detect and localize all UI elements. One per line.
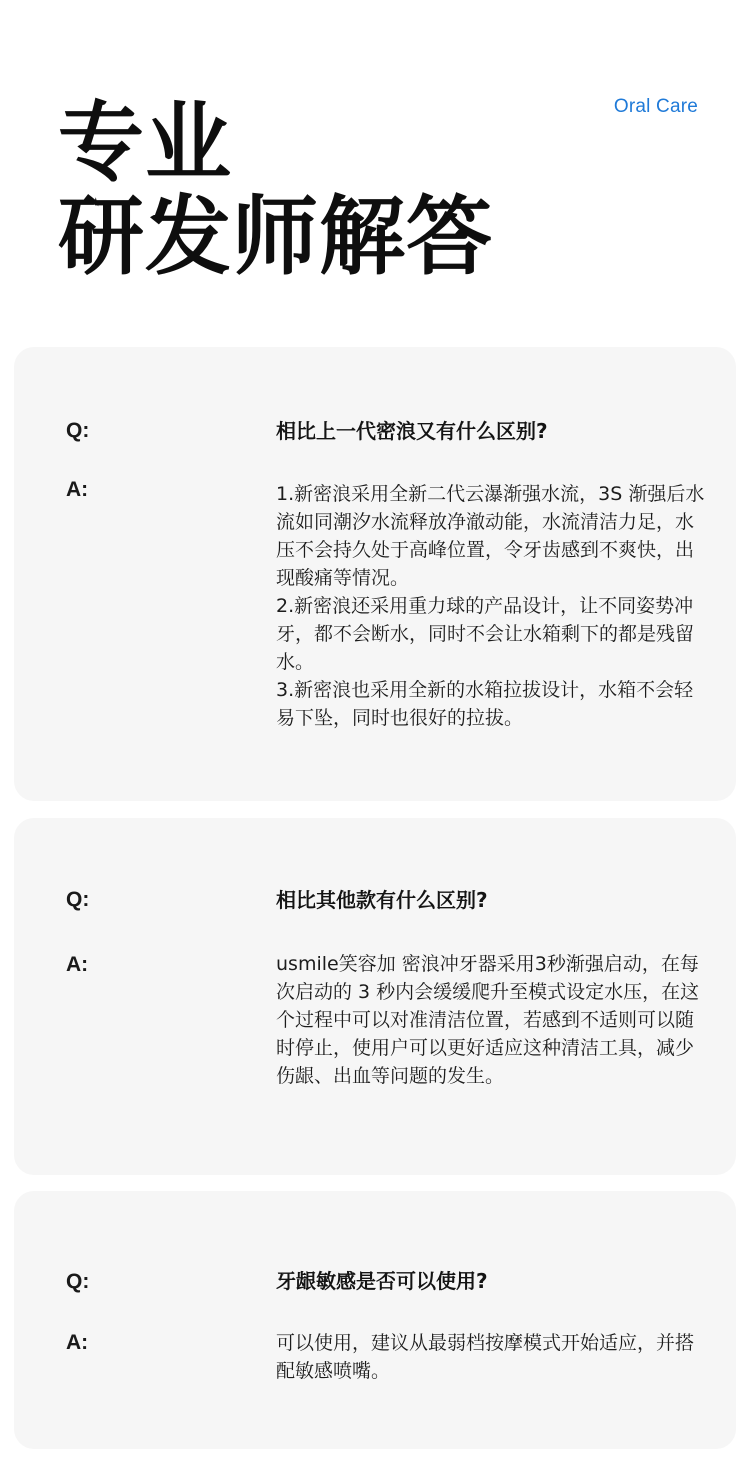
brand-tag: Oral Care	[613, 96, 698, 117]
page-title-line-2: 研发师解答	[58, 187, 493, 287]
answer-label: A:	[66, 478, 89, 501]
answer-label: A:	[66, 953, 89, 976]
answer-text	[276, 950, 712, 1090]
qa-card-3	[14, 1191, 736, 1449]
question-text: 相比上一代密浪又有什么区别?	[276, 419, 548, 443]
question-text: 相比其他款有什么区别?	[276, 888, 488, 912]
qa-card-2	[14, 818, 736, 1175]
answer-paragraph: 可以使用，建议从最弱档按摩模式开始适应，并搭配敏感喷嘴。	[276, 1332, 695, 1382]
answer-text	[276, 1329, 712, 1385]
answer-label: A:	[66, 1331, 89, 1354]
question-label: Q:	[66, 419, 90, 442]
answer-paragraph: 3.新密浪也采用全新的水箱拉拔设计，水箱不会轻易下坠，同时也很好的拉拔。	[276, 679, 694, 729]
page-title	[58, 93, 493, 287]
answer-paragraph: 1.新密浪采用全新二代云瀑渐强水流，3S 渐强后水流如同潮汐水流释放净澈动能，水流清洁力足，水压不会持久处于高峰位置，令牙齿感到不爽快，出现酸痛等情况。	[276, 483, 705, 589]
question-label: Q:	[66, 888, 90, 911]
qa-card-1	[14, 347, 736, 801]
answer-paragraph: usmile笑容加 密浪冲牙器采用3秒渐强启动，在每次启动的 3 秒内会缓缓爬升至模式设定水压，在这个过程中可以对准清洁位置，若感到不适则可以随时停止，使用户可以更好适应这种清洁工具，减少伤龈、出血等问题的发生。	[276, 953, 700, 1087]
question-label: Q:	[66, 1270, 90, 1293]
page-title-line-1: 专业	[58, 93, 232, 193]
answer-paragraph: 2.新密浪还采用重力球的产品设计，让不同姿势冲牙，都不会断水，同时不会让水箱剩下的都是残留水。	[276, 595, 695, 673]
question-text: 牙龈敏感是否可以使用?	[276, 1269, 488, 1293]
answer-text	[276, 480, 712, 732]
